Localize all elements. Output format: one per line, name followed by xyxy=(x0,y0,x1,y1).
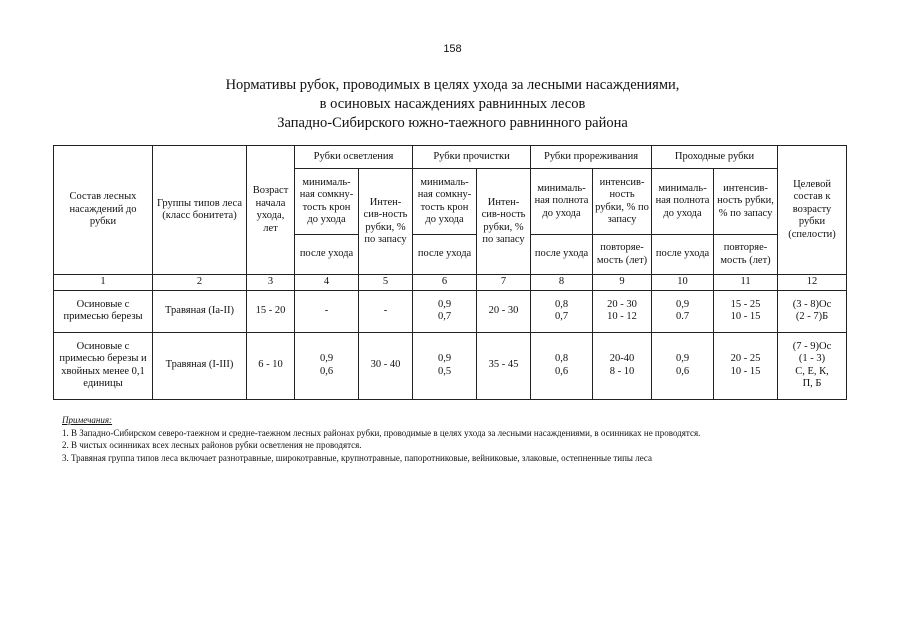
row2-pass-density: 0,9 xyxy=(675,353,690,364)
header-light-min-closure: минималь-ная сомкну-тость крон до ухода xyxy=(295,169,359,235)
row1-group: Травяная (Iа-II) xyxy=(153,290,247,332)
row1-pass-after: 0.7 xyxy=(675,311,690,322)
header-cleaning: Рубки прочистки xyxy=(413,146,531,169)
header-thin-min-density: минималь-ная полнота до ухода xyxy=(531,169,593,235)
header-start-age: Возраст начала ухода, лет xyxy=(247,146,295,275)
row1-pass-intensity: 15 - 25 xyxy=(730,298,761,310)
row1-pass-density-values xyxy=(652,290,714,332)
row1-target-1: (3 - 8)Ос xyxy=(792,298,832,310)
row1-target-2: (2 - 7)Б xyxy=(795,311,829,322)
norms-table xyxy=(53,145,847,400)
row1-thin-density: 0,8 xyxy=(554,298,569,310)
row1-clean-closure: 0,9 xyxy=(437,298,452,310)
row1-clean-values xyxy=(413,290,477,332)
row2-clean-values xyxy=(413,332,477,399)
row1-age: 15 - 20 xyxy=(247,290,295,332)
row1-thin-intensity-values xyxy=(593,290,652,332)
col-number: 4 xyxy=(295,275,359,291)
header-pass-min-density: минималь-ная полнота до ухода xyxy=(652,169,714,235)
col-number: 2 xyxy=(153,275,247,291)
note-1: 1. В Западно-Сибирском северо-таежном и средне-таежном лесных районах рубки, проводимые в целях ухода за лесными насаждениями, в осинниках не проводятся. xyxy=(62,427,701,438)
title-line-2: в осиновых насаждениях равнинных лесов xyxy=(319,96,586,112)
row1-light-closure: - xyxy=(295,290,359,332)
notes-header: Примечания: xyxy=(62,415,113,425)
row2-light-after: 0,6 xyxy=(319,365,334,377)
notes-block xyxy=(62,414,862,464)
header-pass-repeat: повторяе-мость (лет) xyxy=(714,235,778,275)
document-title xyxy=(0,76,905,133)
row2-pass-repeat: 10 - 15 xyxy=(730,365,761,377)
row1-clean-intensity: 20 - 30 xyxy=(477,290,531,332)
header-lightening: Рубки осветления xyxy=(295,146,413,169)
row2-thin-after: 0,6 xyxy=(554,365,569,377)
header-clean-min-closure: минималь-ная сомкну-тость крон до ухода xyxy=(413,169,477,235)
row1-pass-density: 0,9 xyxy=(675,298,690,310)
page-number: 158 xyxy=(443,43,462,55)
row2-thin-density-values xyxy=(531,332,593,399)
header-thin-intensity: интенсив-ность рубки, % по запасу xyxy=(593,169,652,235)
row1-pass-intensity-values xyxy=(714,290,778,332)
row2-age: 6 - 10 xyxy=(247,332,295,399)
col-number: 12 xyxy=(778,275,847,291)
header-clean-after: после ухода xyxy=(413,235,477,275)
col-number: 6 xyxy=(413,275,477,291)
col-number: 1 xyxy=(54,275,153,291)
table-row xyxy=(54,290,847,332)
row2-pass-intensity-values xyxy=(714,332,778,399)
row1-thin-intensity: 20 - 30 xyxy=(607,298,637,310)
row2-target-1: (7 - 9)Ос xyxy=(792,340,832,352)
row2-clean-closure: 0,9 xyxy=(437,353,452,364)
row2-pass-density-values xyxy=(652,332,714,399)
col-number: 7 xyxy=(477,275,531,291)
row1-thin-density-values xyxy=(531,290,593,332)
header-pass-intensity: интенсив-ность рубки, % по запасу xyxy=(714,169,778,235)
row2-clean-after: 0,5 xyxy=(437,365,452,377)
row2-clean-intensity: 35 - 45 xyxy=(477,332,531,399)
row1-clean-after: 0,7 xyxy=(437,311,452,322)
col-number: 9 xyxy=(593,275,652,291)
row2-target-2: (1 - 3) xyxy=(798,353,826,364)
row1-light-intensity: - xyxy=(359,290,413,332)
row2-composition: Осиновые с примесью березы и хвойных менее 0,1 единицы xyxy=(54,332,153,399)
row2-light-values xyxy=(295,332,359,399)
header-thin-after: после ухода xyxy=(531,235,593,275)
row1-thin-repeat: 10 - 12 xyxy=(607,311,637,322)
row2-group: Травяная (I-III) xyxy=(153,332,247,399)
row1-pass-repeat: 10 - 15 xyxy=(730,311,761,322)
col-number: 5 xyxy=(359,275,413,291)
header-passing: Проходные рубки xyxy=(652,146,778,169)
col-number: 10 xyxy=(652,275,714,291)
header-thin-repeat: повторяе-мость (лет) xyxy=(593,235,652,275)
header-clean-intensity: Интен-сив-ность рубки, % по запасу xyxy=(477,169,531,275)
row2-pass-after: 0,6 xyxy=(675,365,690,377)
note-3: 3. Травяная группа типов леса включает разнотравные, широкотравные, крупнотравные, папоротниковые, вейниковые, злаковые, остепненные типы леса xyxy=(62,452,653,463)
col-number: 3 xyxy=(247,275,295,291)
col-number: 8 xyxy=(531,275,593,291)
row2-thin-intensity-values xyxy=(593,332,652,399)
column-numbers-row xyxy=(54,275,847,291)
header-forest-group: Группы типов леса (класс бонитета) xyxy=(153,146,247,275)
row2-thin-intensity: 20-40 xyxy=(609,353,635,364)
row1-target-values xyxy=(778,290,847,332)
row2-light-closure: 0,9 xyxy=(319,353,334,364)
header-light-intensity: Интен-сив-ность рубки, % по запасу xyxy=(359,169,413,275)
table-row xyxy=(54,332,847,399)
row2-thin-repeat: 8 - 10 xyxy=(609,365,635,377)
row2-light-intensity: 30 - 40 xyxy=(359,332,413,399)
title-line-3: Западно-Сибирского южно-таежного равнинного района xyxy=(277,115,628,131)
row1-composition: Осиновые с примесью березы xyxy=(54,290,153,332)
note-2: 2. В чистых осинниках всех лесных районов рубки осветления не проводятся. xyxy=(62,440,362,450)
row2-target-values xyxy=(778,332,847,399)
header-thinning: Рубки прореживания xyxy=(531,146,652,169)
row2-target-4: П, Б xyxy=(802,378,822,389)
row2-target-3: С, Е, К, xyxy=(795,365,829,377)
row1-thin-after: 0,7 xyxy=(554,311,569,322)
header-target: Целевой состав к возрасту рубки (спелости) xyxy=(778,146,847,275)
header-composition: Состав лесных насаждений до рубки xyxy=(54,146,153,275)
col-number: 11 xyxy=(714,275,778,291)
row2-pass-intensity: 20 - 25 xyxy=(730,353,761,364)
header-light-after: после ухода xyxy=(295,235,359,275)
title-line-1: Нормативы рубок, проводимых в целях ухода за лесными насаждениями, xyxy=(225,77,680,93)
header-pass-after: после ухода xyxy=(652,235,714,275)
row2-thin-density: 0,8 xyxy=(554,353,569,364)
